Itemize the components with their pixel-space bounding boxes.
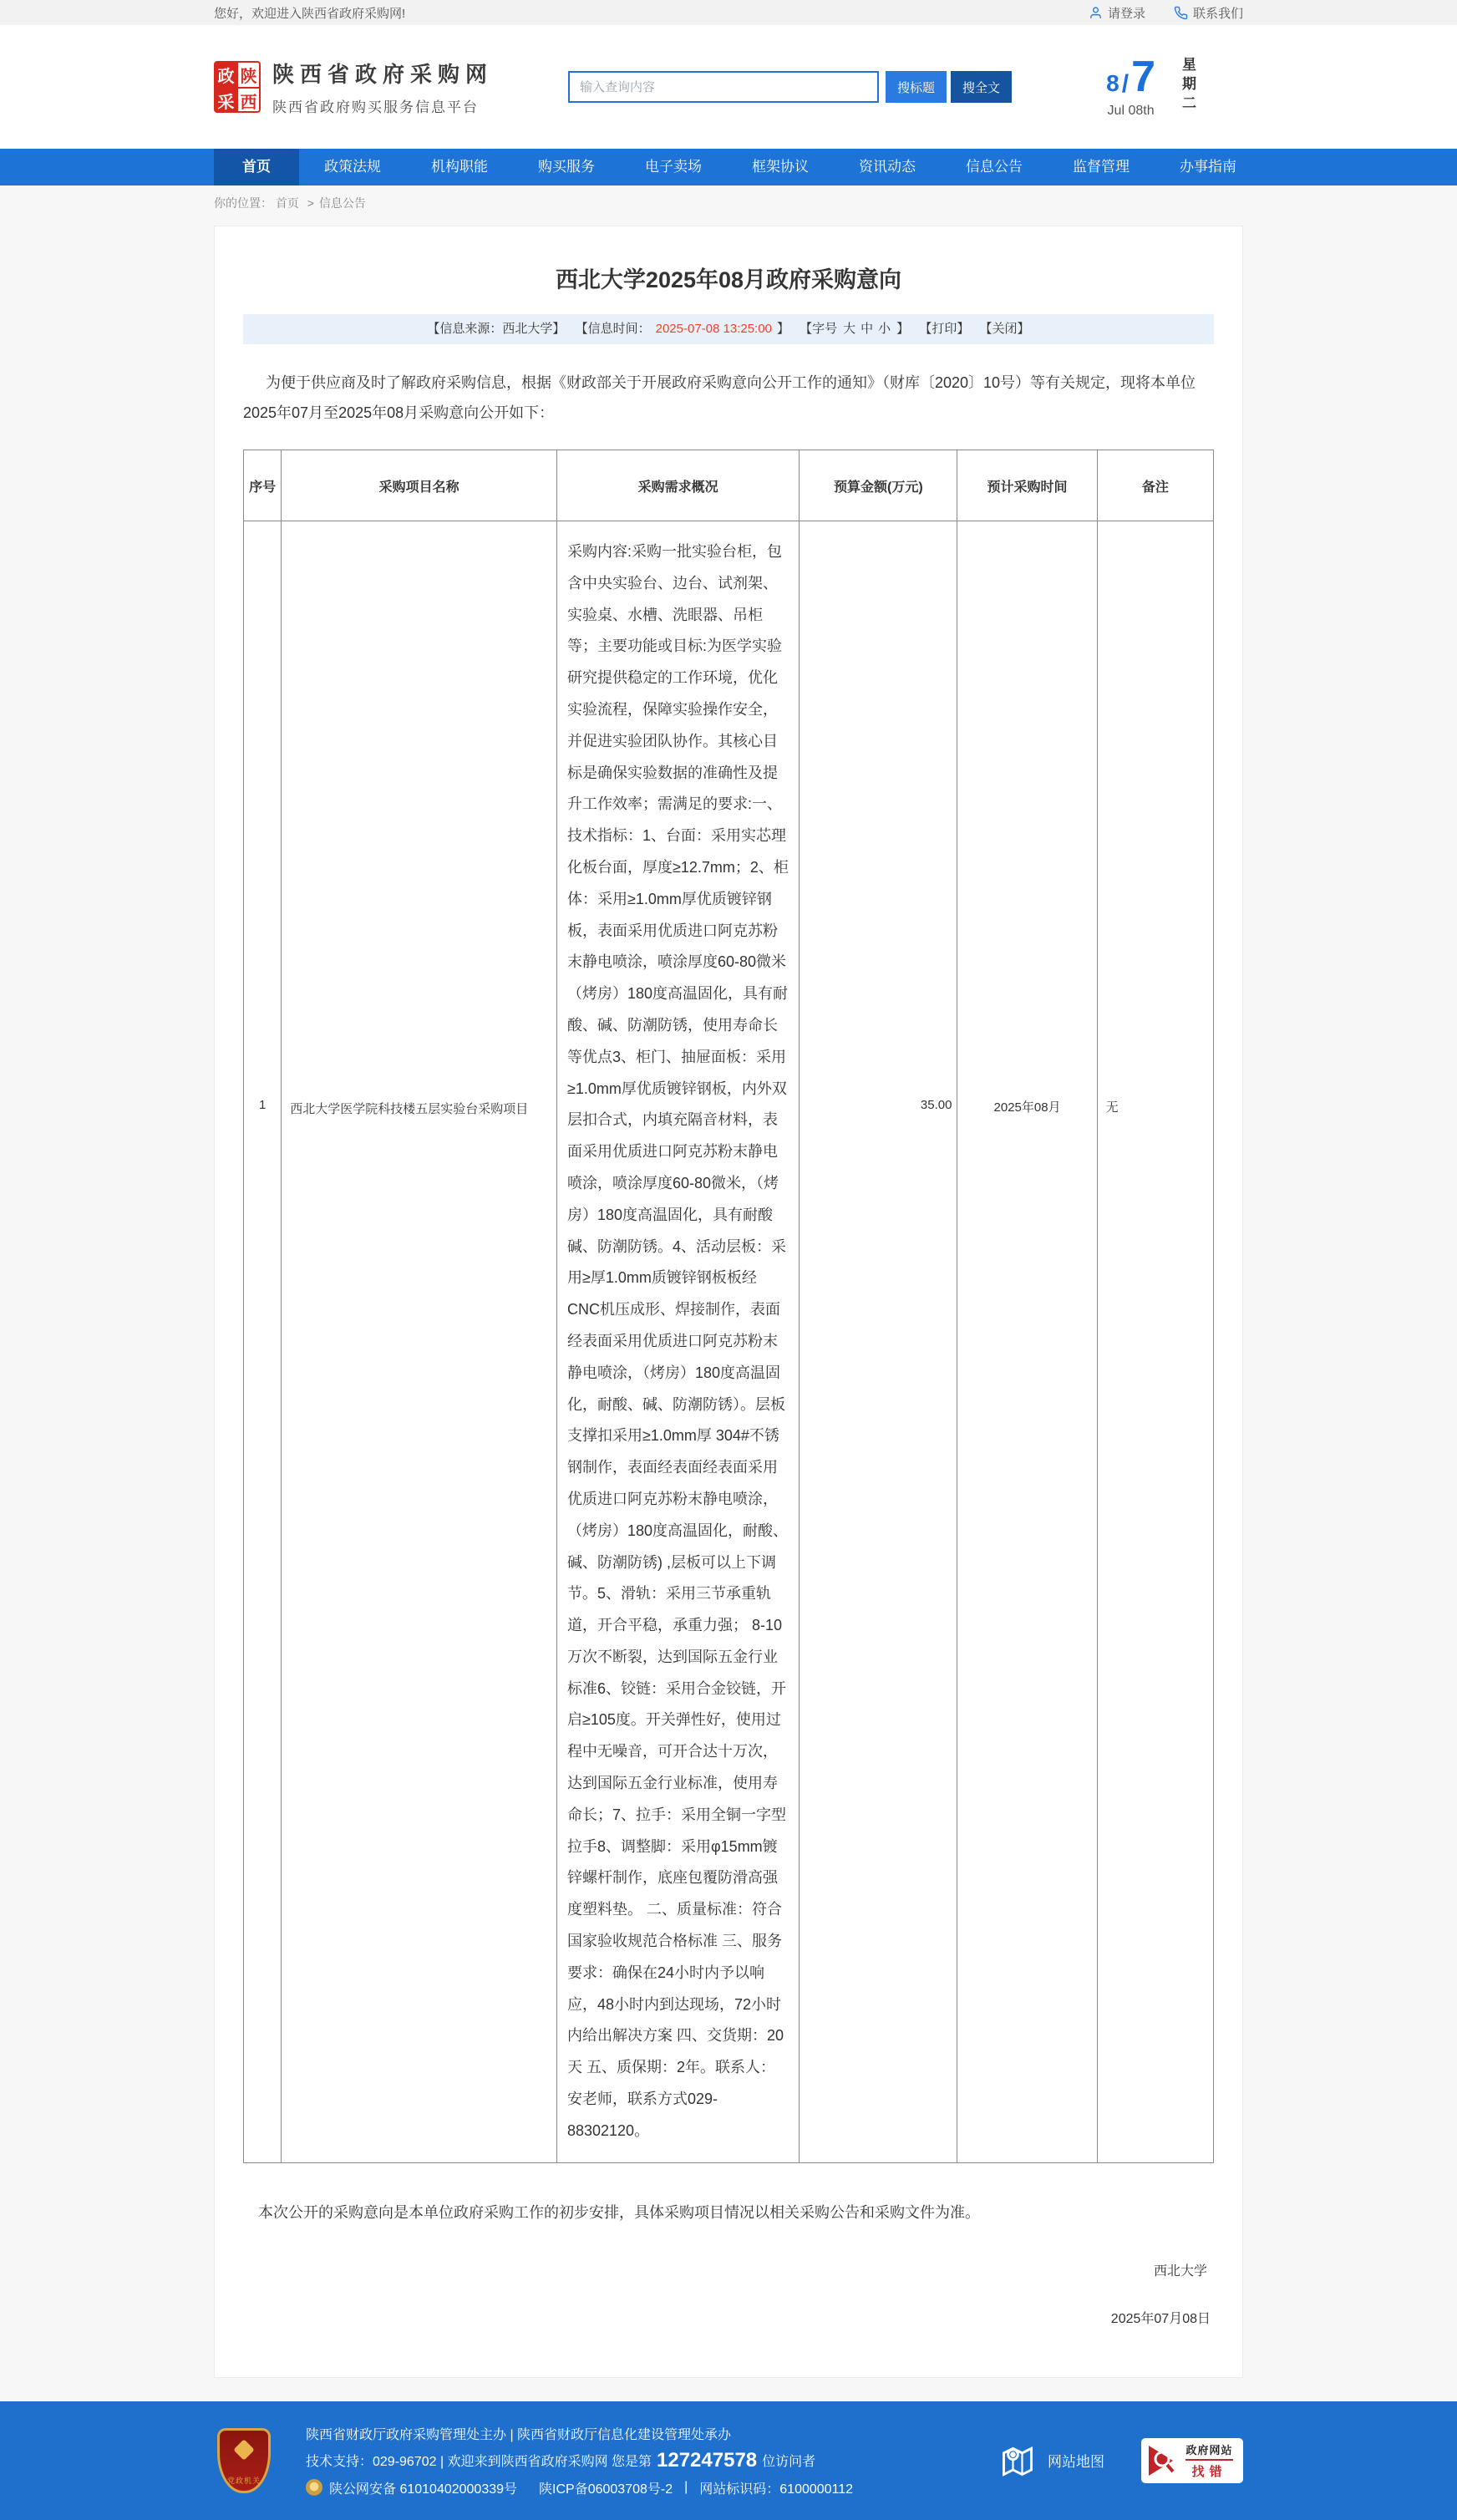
logo-char: 政 [216, 63, 236, 87]
user-icon [1089, 6, 1103, 20]
fontsize-medium-button[interactable]: 中 [860, 322, 874, 336]
login-link[interactable] [1089, 4, 1145, 22]
site-brand[interactable] [214, 58, 493, 116]
article-closing: 本次公开的采购意向是本单位政府采购工作的初步安排，具体采购项目情况以相关采购公告和采购文件为准。 [258, 2203, 980, 2221]
col-header-budget: 预算金额(万元) [800, 450, 957, 521]
meta-time-value: 2025-07-08 13:25:00 [655, 322, 772, 336]
article-signature: 西北大学 [1153, 2263, 1207, 2279]
nav-item-announcements[interactable]: 信息公告 [966, 159, 1023, 175]
site-subtitle: 陕西省政府购买服务信息平台 [272, 99, 479, 115]
footer-support-line: 技术支持：029-96702 | 欢迎来到陕西省政府采购网 您是第 127247578 位访问者 [306, 2448, 816, 2472]
cell-requirement: 采购内容:采购一批实验台柜，包含中央实验台、边台、试剂架、实验桌、水槽、洗眼器、吊柜等；主要功能或目标:为医学实验研究提供稳定的工作环境，优化实验流程，保障实验操作安全，并促进实验团队协作。其核心目标是确保实验数据的准确性及提升工作效率；需满足的要求:一、技术指标：1、台面：采用实芯理化板台面，厚度≥12.7mm；2、柜体：采用≥1.0mm厚优质镀锌钢板，表面采用优质进口阿克苏粉末静电喷涂，喷涂厚度60-80微米（烤房）180度高温固化，具有耐酸、碱、防潮防锈，使用寿命长等优点3、柜门、抽屉面板：采用≥1.0mm厚优质镀锌钢板，内外双层扣合式，内填充隔音材料，表面采用优质进口阿克苏粉末静电喷涂，喷涂厚度60-80微米，（烤房）180度高温固化，具有耐酸碱、防潮防锈。4、活动层板：采用≥厚1.0mm质镀锌钢板板经CNC机压成形、焊接制作，表面经表面采用优质进口阿克苏粉末静电喷涂，（烤房）180度高温固化，耐酸、碱、防潮防锈）。层板支撑扣采用≥1.0mm厚 304#不锈钢制作，表面经表面经表面采用优质进口阿克苏粉末静电喷涂，（烤房）180度高温固化，耐酸、碱、防潮防锈) ,层板可以上下调节。5、滑轨：采用三节承重轨道，开合平稳，承重力强； 8-10万次不断裂，达到国际五金行业标准6、铰链：采用合金铰链，开启≥105度。开关弹性好，使用过程中无噪音，可开合达十万次，达到国际五金行业标准，使用寿命长；7、拉手：采用全铜一字型拉手8、调整脚：采用φ15mm镀锌螺杆制作，底座包覆防滑高强度塑料垫。 二、质量标准：符合国家验收规范合格标准 三、服务要求：确保在24小时内予以响应，48小时内到达现场，72小时内给出解决方案 四、交货期：20天 五、质保期：2年。联系人：安老师，联系方式029-88302120。 [556, 521, 799, 2163]
table-row [244, 521, 1214, 2163]
logo-char: 陕 [238, 63, 259, 87]
nav-item-supervision[interactable]: 监督管理 [1073, 159, 1130, 175]
login-label: 请登录 [1107, 6, 1145, 21]
meta-source: 【信息来源：西北大学】 [427, 322, 566, 336]
visitor-count: 127247578 [657, 2448, 758, 2472]
welcome-text: 您好，欢迎进入陕西省政府采购网! [214, 6, 406, 21]
cell-budget: 35.00 [800, 521, 957, 2163]
nav-item-policies[interactable]: 政策法规 [324, 159, 381, 175]
article-meta-bar [243, 314, 1214, 344]
article-sign-date: 2025年07月08日 [1110, 2311, 1211, 2326]
search-input[interactable] [568, 71, 879, 103]
nav-item-purchase-services[interactable]: 购买服务 [538, 159, 595, 175]
col-header-note: 备注 [1097, 450, 1213, 521]
sitemap-label: 网站地图 [1048, 2454, 1104, 2471]
site-title: 陕西省政府采购网 [272, 62, 494, 87]
print-button[interactable]: 【打印】 [919, 322, 970, 336]
contact-link[interactable] [1174, 4, 1243, 22]
breadcrumb [214, 185, 1243, 221]
col-header-project-name: 采购项目名称 [282, 450, 557, 521]
nav-item-framework-agreement[interactable]: 框架协议 [752, 159, 809, 175]
site-logo-icon [214, 61, 261, 113]
footer-registration-line [306, 2478, 853, 2497]
meta-time-suffix: 】 [776, 322, 789, 336]
site-identification-code: 网站标识码：6100000112 [699, 2482, 854, 2497]
search-fulltext-button[interactable]: 搜全文 [951, 71, 1012, 103]
site-header [0, 25, 1457, 149]
article-intro: 为便于供应商及时了解政府采购信息，根据《财政部关于开展政府采购意向公开工作的通知》（财库〔2020〕10号）等有关规定，现将本单位2025年07月至2025年08月采购意向公开如下： [243, 374, 1196, 421]
table-header-row [244, 450, 1214, 521]
party-government-shield-icon [217, 2428, 271, 2493]
logo-char: 采 [216, 89, 236, 113]
logo-char: 西 [238, 89, 259, 113]
cell-project-name: 西北大学医学院科技楼五层实验台采购项目 [282, 521, 557, 2163]
topbar [0, 0, 1457, 25]
government-emblem [214, 2428, 274, 2493]
nav-item-functions[interactable]: 机构职能 [431, 159, 488, 175]
cell-note: 无 [1097, 521, 1213, 2163]
magnifier-flag-icon [1148, 2444, 1176, 2477]
date-english: Jul 08th [1107, 104, 1155, 118]
public-security-filing[interactable]: 陕公网安备 61010402000339号 [329, 2482, 518, 2497]
close-button[interactable]: 【关闭】 [979, 322, 1030, 336]
police-badge-icon [306, 2479, 322, 2496]
article-card [214, 226, 1243, 2378]
nav-item-home[interactable]: 首页 [214, 149, 299, 185]
badge-line2: 找错 [1191, 2464, 1227, 2479]
sitemap-link[interactable] [999, 2442, 1104, 2479]
search-bar [568, 71, 1012, 103]
search-title-button[interactable]: 搜标题 [886, 71, 947, 103]
date-numbers: 8 / 7 [1106, 53, 1155, 101]
breadcrumb-prefix: 你的位置： [214, 196, 272, 210]
contact-label: 联系我们 [1192, 6, 1243, 21]
col-header-time: 预计采购时间 [957, 450, 1097, 521]
col-header-requirement: 采购需求概况 [556, 450, 799, 521]
badge-line1: 政府网站 [1185, 2441, 1232, 2461]
footer-divider: | [684, 2480, 688, 2495]
cell-time: 2025年08月 [957, 521, 1097, 2163]
weekday-label: 星期二 [1180, 57, 1196, 114]
icp-filing[interactable]: 陕ICP备06003708号-2 [539, 2482, 673, 2497]
col-header-index: 序号 [244, 450, 282, 521]
fontsize-small-button[interactable]: 小 [878, 322, 891, 336]
meta-time-prefix: 【信息时间： [575, 322, 651, 336]
fontsize-large-button[interactable]: 大 [843, 322, 856, 336]
site-footer [0, 2401, 1457, 2520]
main-nav [0, 149, 1457, 185]
meta-fontsize-suffix: 】 [896, 322, 910, 336]
nav-item-e-marketplace[interactable]: 电子卖场 [645, 159, 702, 175]
meta-fontsize-prefix: 【字号 [800, 322, 838, 336]
breadcrumb-home-link[interactable]: 首页 [275, 196, 299, 210]
phone-icon [1174, 6, 1188, 20]
breadcrumb-separator: > [307, 196, 314, 210]
map-icon [999, 2442, 1036, 2479]
date-widget [1106, 55, 1243, 119]
emblem-label: 党政机关 [226, 2476, 261, 2485]
nav-item-news[interactable]: 资讯动态 [859, 159, 916, 175]
cell-index: 1 [244, 521, 282, 2163]
article-title: 西北大学2025年08月政府采购意向 [555, 267, 902, 292]
nav-item-guide[interactable]: 办事指南 [1180, 159, 1236, 175]
footer-organizer-line: 陕西省财政厅政府采购管理处主办 | 陕西省财政厅信息化建设管理处承办 [306, 2427, 732, 2442]
procurement-intent-table [243, 450, 1214, 2163]
breadcrumb-current-link[interactable]: 信息公告 [318, 196, 366, 210]
site-error-badge[interactable] [1141, 2438, 1243, 2483]
